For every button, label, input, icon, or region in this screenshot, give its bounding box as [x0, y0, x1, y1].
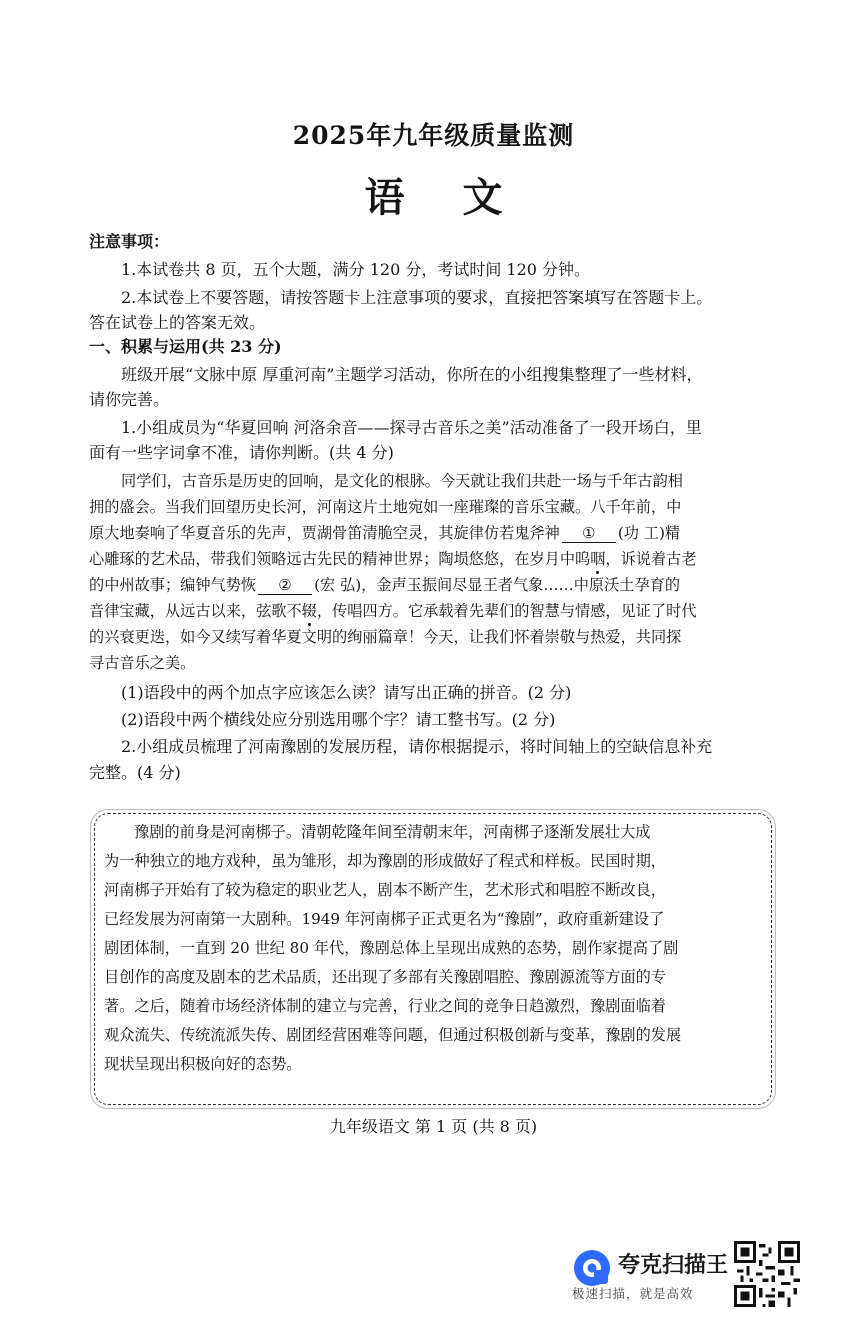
material-line-6: 目创作的高度及剧本的艺术品质，还出现了多部有关豫剧唱腔、豫剧源流等方面的专: [104, 968, 666, 986]
blank-2: ②: [266, 575, 304, 595]
notice-heading: 注意事项：: [89, 232, 170, 251]
material-line-2: 为一种独立的地方戏种，虽为雏形，却为豫剧的形成做好了程式和样板。民国时期，: [104, 852, 666, 870]
passage-line-5: 的中州故事；编钟气势恢 ② (宏 弘)，金声玉振间尽显王者气象……中原沃土孕育的: [89, 576, 681, 594]
passage-line-3: 原大地奏响了华夏音乐的先声，贾湖骨笛清脆空灵，其旋律仿若鬼斧神 ① (功 工)精: [89, 524, 681, 542]
passage-line-7: 的兴衰更迭，如今又续写着华夏文明的绚丽篇章！今天，让我们怀着崇敬与热爱，共同探: [89, 628, 682, 646]
watermark-brand-name: 夸克扫描王: [618, 1253, 729, 1278]
exam-title: 2025年九年级质量监测: [292, 121, 575, 150]
question-2-line-1: 2.小组成员梳理了河南豫剧的发展历程，请你根据提示，将时间轴上的空缺信息补充: [121, 737, 713, 756]
material-line-8: 观众流失、传统流派失传、剧团经营困难等问题，但通过积极创新与变革，豫剧的发展: [104, 1026, 682, 1044]
material-line-9: 现状呈现出积极向好的态势。: [104, 1055, 302, 1073]
question-2-line-2: 完整。(4 分): [89, 763, 181, 782]
notice-item-2-line-1: 2.本试卷上不要答题，请按答题卡上注意事项的要求，直接把答案填写在答题卡上。: [121, 288, 713, 307]
watermark-slogan: 极速扫描，就是高效: [572, 1286, 694, 1301]
material-line-5: 剧团体制，一直到 20 世纪 80 年代，豫剧总体上呈现出成熟的态势，剧作家提高了剧: [104, 939, 679, 957]
page-footer: 九年级语文 第 1 页 (共 8 页): [329, 1117, 538, 1136]
scanner-watermark: [572, 1244, 732, 1304]
notice-item-2-line-2: 答在试卷上的答案无效。: [89, 313, 266, 332]
qr-code-icon: [734, 1241, 800, 1307]
material-line-7: 著。之后，随着市场经济体制的建立与完善，行业之间的竞争日趋激烈，豫剧面临着: [104, 997, 666, 1015]
material-line-4: 已经发展为河南第一大剧种。1949 年河南梆子正式更名为“豫剧”，政府重新建设了: [104, 910, 665, 928]
passage-line-1: 同学们，古音乐是历史的回响，是文化的根脉。今天就让我们共赴一场与千年古韵相: [121, 472, 683, 490]
material-line-1: 豫剧的前身是河南梆子。清朝乾隆年间至清朝末年，河南梆子逐渐发展壮大成: [134, 823, 651, 841]
dotted-char-1: 咽: [590, 550, 606, 568]
notice-item-1: 1.本试卷共 8 页，五个大题，满分 120 分，考试时间 120 分钟。: [121, 260, 591, 279]
question-1-1: (1)语段中的两个加点字应该怎么读？请写出正确的拼音。(2 分): [121, 683, 572, 702]
section-1-heading: 一、积累与运用(共 23 分): [89, 337, 282, 356]
question-1-line-2: 面有一些字词拿不准，请你判断。(共 4 分): [89, 443, 394, 462]
quark-logo-icon: [572, 1248, 612, 1288]
dotted-char-2: 辍: [301, 602, 317, 620]
question-1-2: (2)语段中两个横线处应分别选用哪个字？请工整书写。(2 分): [121, 710, 556, 729]
material-line-3: 河南梆子开始有了较为稳定的职业艺人，剧本不断产生，艺术形式和唱腔不断改良，: [104, 881, 666, 899]
question-1-line-1: 1.小组成员为“华夏回响 河洛余音——探寻古音乐之美”活动准备了一段开场白，里: [121, 418, 702, 437]
intro-line-1: 班级开展“文脉中原 厚重河南”主题学习活动，你所在的小组搜集整理了一些材料，: [121, 365, 703, 384]
passage-line-2: 拥的盛会。当我们回望历史长河，河南这片土地宛如一座璀璨的音乐宝藏。八千年前，中: [89, 498, 682, 516]
passage-line-6: 音律宝藏，从远古以来，弦歌不辍，传唱四方。它承载着先辈们的智慧与情感，见证了时代: [89, 602, 697, 620]
intro-line-2: 请你完善。: [89, 390, 170, 409]
passage-line-8: 寻古音乐之美。: [89, 654, 196, 672]
passage-line-4: 心雕琢的艺术品，带我们领略远古先民的精神世界；陶埙悠悠，在岁月中呜咽，诉说着古老: [89, 550, 697, 568]
subject-title: 语 文: [364, 174, 503, 221]
blank-1: ①: [570, 523, 608, 543]
